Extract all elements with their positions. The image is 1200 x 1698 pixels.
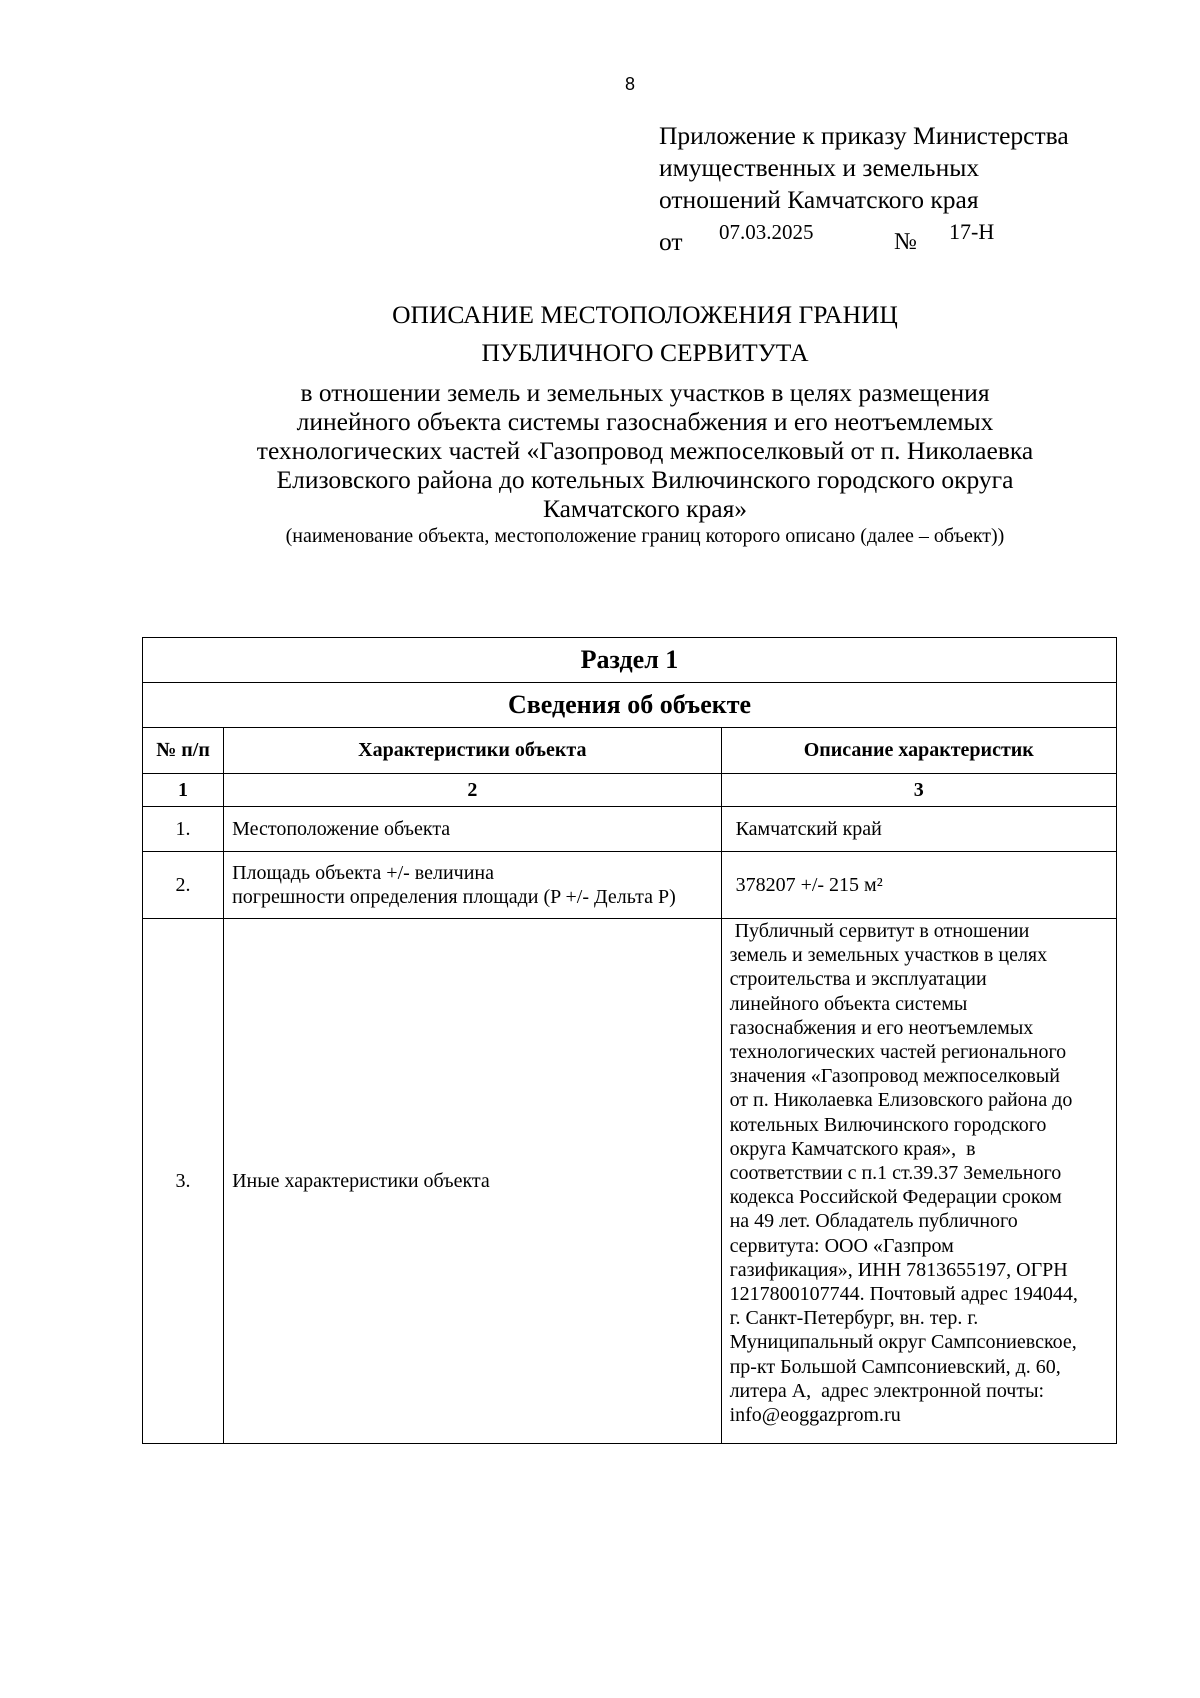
order-number-label: № xyxy=(894,229,917,255)
description-text-line: земель и земельных участков в целях xyxy=(729,944,1048,967)
characteristic-line: Площадь объекта +/- величина xyxy=(232,862,495,884)
table-row xyxy=(143,852,1117,919)
description-text-line: 1217800107744. Почтовый адрес 194044, xyxy=(729,1283,1078,1306)
object-info-table xyxy=(142,637,1117,1444)
document-title xyxy=(150,296,1140,372)
page-number: 8 xyxy=(624,74,635,94)
title-note: (наименование объекта, местоположение границ которого описано (далее – объект)) xyxy=(285,525,1005,547)
row-description: Камчатский край xyxy=(721,807,1116,852)
row-characteristic: Иные характеристики объекта xyxy=(224,919,721,1444)
description-text-line: от п. Николаевка Елизовского района до xyxy=(729,1089,1073,1112)
document-title-block xyxy=(150,296,1140,549)
header-description: Описание характеристик xyxy=(721,728,1116,774)
description-text-line: литера А, адрес электронной почты: xyxy=(729,1379,1045,1402)
order-number: 17-Н xyxy=(949,219,995,244)
document-title-line: ОПИСАНИЕ МЕСТОПОЛОЖЕНИЯ ГРАНИЦ xyxy=(392,300,898,329)
document-title-line: ПУБЛИЧНОГО СЕРВИТУТА xyxy=(481,338,809,367)
description-text-line: пр-кт Большой Сампсониевский, д. 60, xyxy=(729,1355,1061,1378)
row-number: 1. xyxy=(143,807,224,852)
description-line: технологических частей «Газопровод межпоселковый от п. Николаевка xyxy=(256,436,1034,465)
table-row xyxy=(143,807,1117,852)
row-characteristic xyxy=(224,852,721,919)
header-characteristics: Характеристики объекта xyxy=(224,728,721,774)
appendix-line: Приложение к приказу Министерства xyxy=(659,121,1069,150)
appendix-line: имущественных и земельных xyxy=(659,153,980,182)
characteristic-line: погрешности определения площади (P +/- Дельта P) xyxy=(232,886,676,908)
description-text-line: котельных Вилючинского городского xyxy=(729,1113,1047,1136)
column-index: 1 xyxy=(143,774,224,807)
row-number: 2. xyxy=(143,852,224,919)
column-index: 3 xyxy=(721,774,1116,807)
description-line: Елизовского района до котельных Вилючинского городского округа xyxy=(276,465,1014,494)
document-description xyxy=(150,378,1140,523)
order-from-label: от xyxy=(659,227,683,256)
row-characteristic: Местоположение объекта xyxy=(224,807,721,852)
description-text-line: строительства и эксплуатации xyxy=(729,968,987,991)
description-text-line: Публичный сервитут в отношении xyxy=(729,920,1030,942)
description-text-line: на 49 лет. Обладатель публичного xyxy=(729,1210,1018,1233)
column-index: 2 xyxy=(224,774,721,807)
description-text-line: линейного объекта системы xyxy=(729,992,968,1015)
section-subtitle: Сведения об объекте xyxy=(143,683,1117,728)
description-text-line: технологических частей регионального xyxy=(729,1041,1067,1064)
appendix-line: отношений Камчатского края xyxy=(659,185,979,214)
order-line xyxy=(659,216,1179,256)
row-description xyxy=(721,919,1116,1444)
description-text-line: соответствии с п.1 ст.39.37 Земельного xyxy=(729,1162,1062,1185)
row-number: 3. xyxy=(143,919,224,1444)
order-date: 07.03.2025 xyxy=(719,220,814,244)
section-title: Раздел 1 xyxy=(143,638,1117,683)
description-text-line: газоснабжения и его неотъемлемых xyxy=(729,1016,1034,1039)
description-text-line: значения «Газопровод межпоселковый xyxy=(729,1065,1060,1088)
description-text-line: г. Санкт-Петербург, вн. тер. г. xyxy=(729,1307,979,1330)
description-text-line: Муниципальный округ Сампсониевское, xyxy=(729,1331,1077,1354)
description-text-line: округа Камчатского края», в xyxy=(729,1137,976,1160)
description-text-line: сервитута: ООО «Газпром xyxy=(729,1234,954,1257)
description-text-line: газификация», ИНН 7813655197, ОГРН xyxy=(729,1258,1068,1281)
description-line: линейного объекта системы газоснабжения и его неотъемлемых xyxy=(296,407,994,436)
table-row xyxy=(143,919,1117,1444)
description-line: Камчатского края» xyxy=(542,494,748,523)
description-line: в отношении земель и земельных участков в целях размещения xyxy=(300,378,990,407)
email-link: info@eoggazprom.ru xyxy=(729,1404,901,1427)
header-number: № п/п xyxy=(143,728,224,774)
appendix-header xyxy=(659,120,1179,256)
description-text-line: кодекса Российской Федерации сроком xyxy=(729,1186,1062,1209)
row-description: 378207 +/- 215 м² xyxy=(721,852,1116,919)
